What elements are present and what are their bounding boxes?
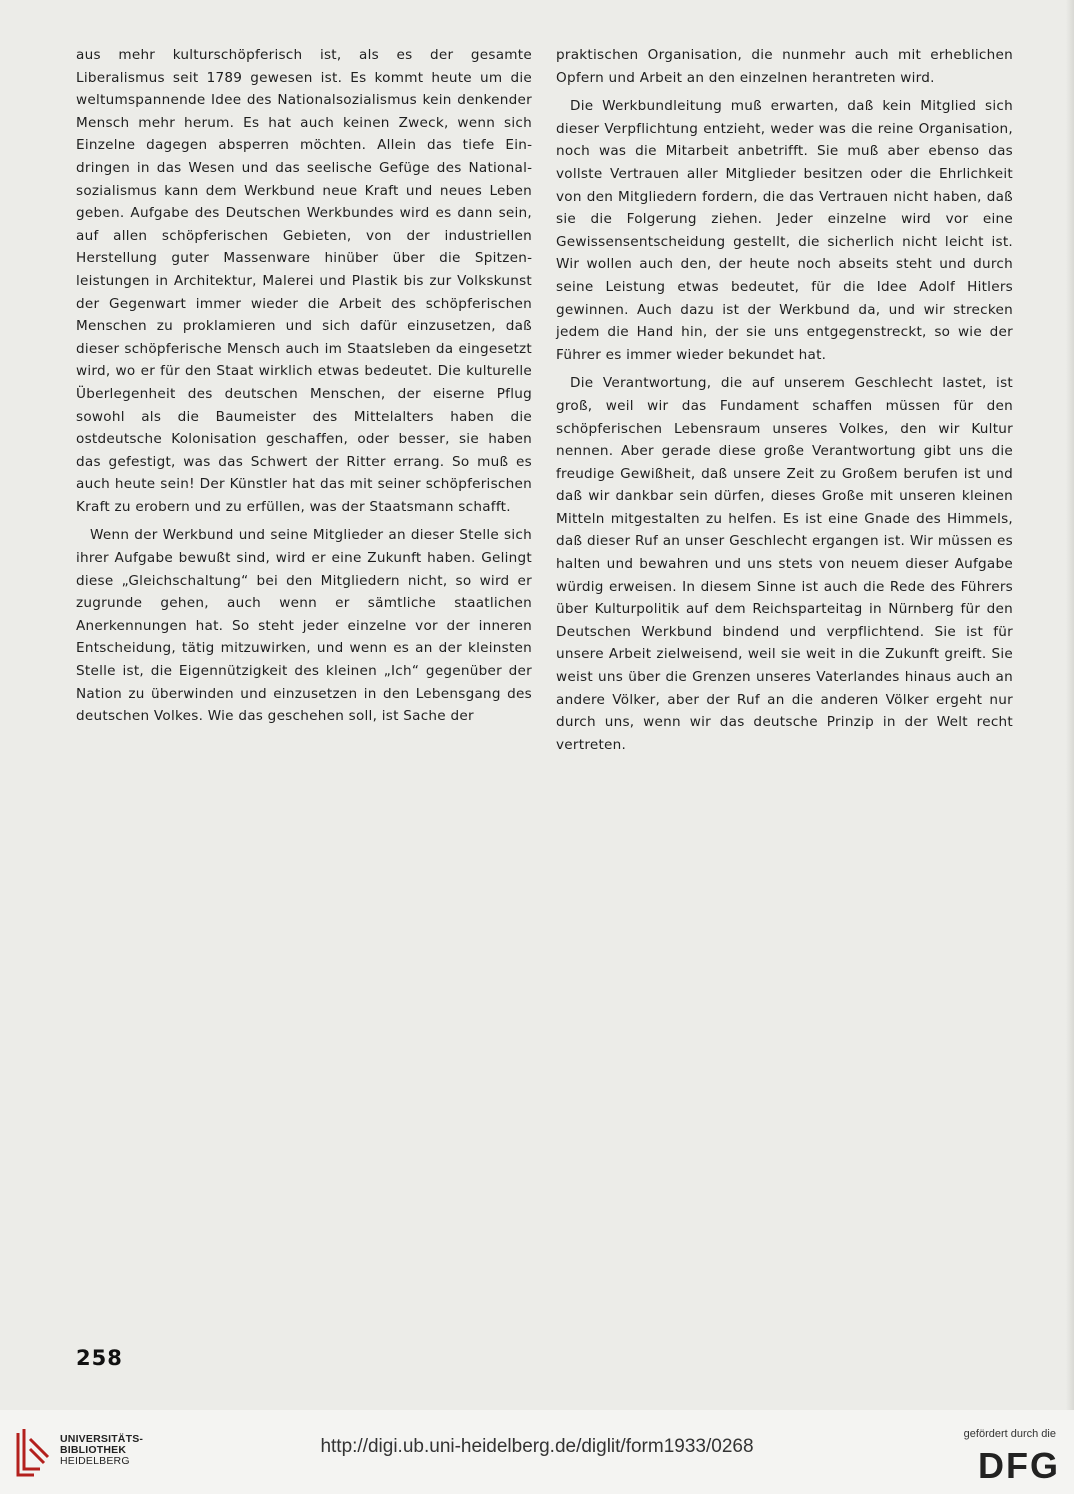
library-name-line: HEIDELBERG <box>60 1455 130 1467</box>
text-column-right <box>556 44 1013 756</box>
paragraph: praktischen Organisation, die nunmehr auch mit erheblichen Opfern und Arbeit an den einzelnen herantreten wird. <box>556 47 1013 86</box>
paragraph: aus mehr kulturschöpferisch ist, als es der gesamte Liberalismus seit 1789 gewesen ist. Es kommt heute um die weltumspannende Idee des Nationalsozialismus kein denkender Mensch mehr herum. Es hat auch keinen Zweck, wenn sich Einzelne dagegen absperren möchten. Allein das tiefe Eindringen in das Wesen und das seelische Gefüge des Nationalsozialismus kann dem Werkbund neue Kraft und neues Leben geben. Aufgabe des Deutschen Werkbundes wird es dann sein, auf allen schöpferischen Gebieten, von der industriellen Herstellung guter Massenware hinüber über die Spitzenleistungen in Architektur, Malerei und Plastik bis zur Volkskunst der Gegenwart immer wieder die Arbeit des schöpferischen Menschen zu proklamieren und sich dafür einzusetzen, daß dieser schöpferische Mensch auch im Staatsleben da eingesetzt wird, wo er für den Staat wirklich etwas bedeutet. Die kulturelle Überlegenheit des deutschen Menschen, der eiserne Pflug sowohl als die Baumeister des Mittelalters haben die ostdeutsche Kolonisation geschaffen, oder besser, sie haben das gefestigt, was das Schwert der Ritter errang. So muß es auch heute sein! Der Künstler hat das mit seiner schöpferischen Kraft zu erobern und zu erfüllen, was der Staatsmann schafft. <box>76 47 532 515</box>
paragraph: Wenn der Werkbund und seine Mitglieder an dieser Stelle sich ihrer Aufgabe bewußt sind, wird er eine Zukunft haben. Gelingt diese „Gleichschaltung“ bei den Mitgliedern nicht, so wird er zugrunde gehen, auch wenn er sämtliche staatlichen Anerkennungen hat. So steht jeder einzelne vor der inneren Entscheidung, tätig mitzuwirken, und wenn es an der kleinsten Stelle ist, die Eigennützigkeit des kleinen „Ich“ gegenüber der Nation zu überwinden und einzusetzen in den Lebensgang des deutschen Volkes. Wie das geschehen soll, ist Sache der <box>76 527 532 725</box>
page-number: 258 <box>76 1346 123 1370</box>
source-url-link[interactable]: http://digi.ub.uni-heidelberg.de/diglit/form1933/0268 <box>320 1436 754 1457</box>
paragraph: Die Werkbundleitung muß erwarten, daß kein Mitglied sich dieser Verpflichtung entzieht, weder was die reine Organisation, noch was die Mitarbeit anbetrifft. Sie muß aber ebenso das vollste Vertrauen aller Mitglieder besitzen oder die Ehrlichkeit von den Mitgliedern fordern, die das Vertrauen nicht haben, daß sie die Folgerung ziehen. Jeder einzelne wird vor eine Gewissensentscheidung gestellt, die sicherlich nicht leicht ist. Wir wollen auch den, der heute noch abseits steht und durch seine Leistung etwas bedeutet, für die Idee Adolf Hitlers gewinnen. Auch dazu ist der Werkbund da, und wir strecken jedem die Hand hin, der sie uns entgegenstreckt, so wie der Führer es immer wieder bekundet hat. <box>556 98 1013 363</box>
library-name-line: UNIVERSITÄTS- <box>60 1433 144 1445</box>
funded-by-label: gefördert durch die <box>963 1428 1056 1440</box>
paragraph: Die Verantwortung, die auf unserem Geschlecht lastet, ist groß, weil wir das Fundament schaffen müssen für den schöpferischen Lebensraum unseres Volkes, den wir Kultur nennen. Aber gerade diese große Verantwortung gibt uns die freudige Gewißheit, daß unsere Zeit zu Großem berufen ist und daß wir dankbar sein dürfen, dieses Große mit unseren kleinen Mitteln mitgestalten zu helfen. Es ist eine Gnade des Himmels, daß dieser Ruf an unser Geschlecht ergangen ist. Wir müssen es halten und bewahren und uns stets von neuem dieser Aufgabe würdig erweisen. In diesem Sinne ist auch die Rede des Führers über Kulturpolitik auf dem Reichsparteitag in Nürnberg für den Deutschen Werkbund bindend und verpflichtend. Sie ist für unsere Arbeit zielweisend, weil sie weit in die Zukunft greift. Sie weist uns über die Grenzen unseres Vaterlandes hinaus auch an andere Völker, aber der Ruf an die anderen Völker ergeht nur durch uns, wenn wir das deutsche Prinzip in der Welt recht vertreten. <box>556 375 1013 753</box>
dfg-logo: DFG <box>978 1445 1060 1486</box>
text-column-left <box>76 44 532 728</box>
scan-edge <box>1066 0 1074 1410</box>
library-name-line: BIBLIOTHEK <box>60 1444 127 1456</box>
